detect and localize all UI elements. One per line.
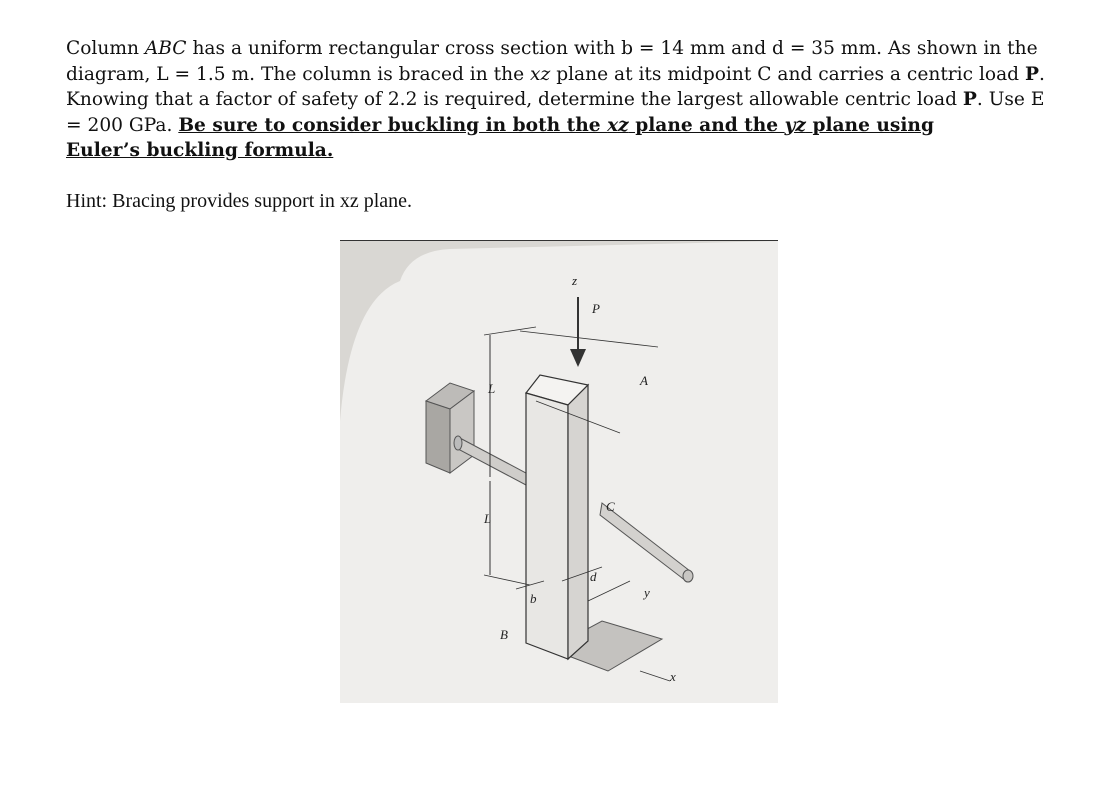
label-y: y — [644, 585, 650, 600]
problem-text: . Use E = 200 GPa. — [66, 89, 1045, 136]
emphasis-plane-xz: xz — [607, 114, 629, 136]
emphasis-formula: Euler’s buckling formula. — [66, 140, 334, 162]
label-d: d — [590, 569, 597, 584]
label-L-bottom: L — [484, 511, 492, 526]
column-diagram — [340, 240, 778, 703]
plane-xz: xz — [529, 63, 551, 85]
emphasis-text — [178, 115, 934, 136]
problem-text: has a uniform rectangular cross section with b = 14 mm and d = 35 mm. As shown in the diagram, L = 1.5 m. The column is braced in the — [66, 38, 1038, 85]
emphasis-part: plane and the — [628, 114, 785, 136]
label-C: C — [606, 499, 615, 514]
problem-statement — [66, 36, 1056, 164]
label-B: B — [500, 627, 508, 642]
emphasis-plane-yz: yz — [784, 114, 806, 136]
load-symbol: P — [1025, 63, 1039, 85]
hint-text: Hint: Bracing provides support in xz plane. — [66, 190, 413, 212]
problem-text: plane at its midpoint C and carries a centric load — [550, 63, 1025, 85]
problem-text: Column — [66, 38, 145, 59]
label-x: x — [670, 669, 676, 684]
label-L-top: L — [488, 381, 496, 396]
column-name: ABC — [144, 38, 187, 59]
label-P: P — [592, 301, 600, 316]
label-b: b — [530, 591, 537, 606]
load-symbol: P — [962, 89, 977, 111]
emphasis-part: Be sure to consider buckling in both the — [178, 114, 608, 136]
column-illustration — [340, 241, 778, 703]
problem-text: . Knowing that a factor of safety of 2.2 is required, determine the largest allowable centric load — [66, 63, 1045, 111]
label-z: z — [572, 273, 578, 288]
emphasis-part: plane using — [805, 114, 934, 136]
label-A: A — [640, 373, 648, 388]
